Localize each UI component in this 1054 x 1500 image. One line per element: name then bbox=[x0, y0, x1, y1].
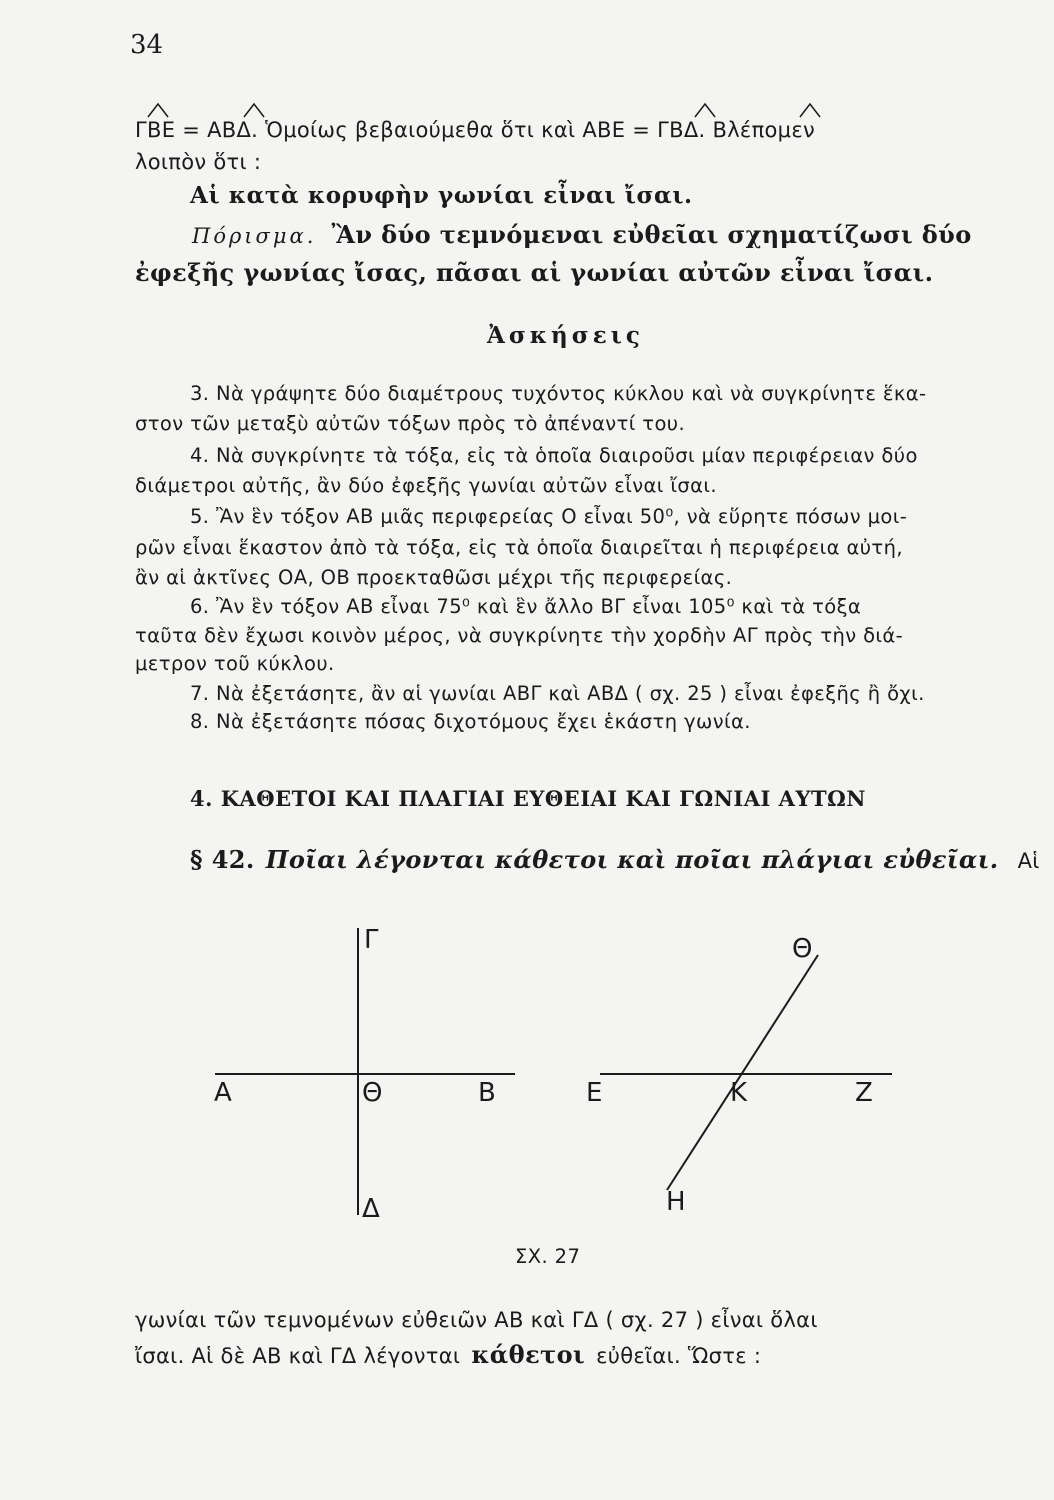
label-zeta: Ζ bbox=[855, 1078, 873, 1108]
porisma-label: Πόρισμα. bbox=[192, 224, 317, 248]
exercise-line: 8. Νὰ ἐξετάσητε πόσας διχοτόμους ἔχει ἑκάστη γωνία. bbox=[190, 710, 751, 733]
closing-part-2: εὐθεῖαι. Ὥστε : bbox=[596, 1344, 762, 1368]
paragraph-number: § 42. bbox=[190, 845, 255, 874]
closing-part-1: ἴσαι. Αἱ δὲ ΑΒ καὶ ΓΔ λέγονται bbox=[135, 1344, 461, 1368]
section-heading: 4. ΚΑΘΕΤΟΙ ΚΑΙ ΠΛΑΓΙΑΙ ΕΥΘΕΙΑΙ ΚΑΙ ΓΩΝΙΑΙ ΑΥΤΩΝ bbox=[190, 786, 866, 811]
exercise-line: 7. Νὰ ἐξετάσητε, ἂν αἱ γωνίαι ΑΒΓ καὶ ΑΒΔ ( σχ. 25 ) εἶναι ἐφεξῆς ἢ ὄχι. bbox=[190, 682, 925, 705]
text-line bbox=[135, 1340, 761, 1369]
exercise-line: 5. Ἂν ἓν τόξον ΑΒ μιᾶς περιφερείας Ο εἶναι 50⁰, νὰ εὕρητε πόσων μοι- bbox=[190, 505, 908, 528]
page-number: 34 bbox=[130, 30, 164, 60]
exercise-line: διάμετροι αὐτῆς, ἂν δύο ἐφεξῆς γωνίαι αὐτῶν εἶναι ἴσαι. bbox=[135, 474, 717, 497]
text-line: γωνίαι τῶν τεμνομένων εὐθειῶν ΑΒ καὶ ΓΔ ( σχ. 27 ) εἶναι ὅλαι bbox=[135, 1308, 818, 1332]
porisma-text-2: ἐφεξῆς γωνίας ἴσας, πᾶσαι αἱ γωνίαι αὐτῶν εἶναι ἴσαι. bbox=[135, 258, 934, 287]
exercise-line: 3. Νὰ γράψητε δύο διαμέτρους τυχόντος κύκλου καὶ νὰ συγκρίνητε ἕκα- bbox=[190, 382, 927, 405]
label-theta: Θ bbox=[362, 1078, 383, 1108]
exercises-title: Ἀσκήσεις bbox=[487, 322, 644, 349]
label-eta: Η bbox=[666, 1187, 686, 1217]
label-kappa: Κ bbox=[730, 1078, 748, 1108]
text-line: ΓΒΕ = ΑΒΔ. Ὁμοίως βεβαιούμεθα ὅτι καὶ ΑΒΕ = ΓΒΔ. Βλέπομεν bbox=[135, 118, 816, 142]
label-alpha: Α bbox=[214, 1078, 232, 1108]
label-epsilon: Ε bbox=[586, 1078, 603, 1108]
theorem-statement: Αἱ κατὰ κορυφὴν γωνίαι εἶναι ἴσαι. bbox=[190, 182, 693, 209]
label-beta: Β bbox=[478, 1078, 496, 1108]
exercise-line: 6. Ἂν ἓν τόξον ΑΒ εἶναι 75⁰ καὶ ἓν ἄλλο ΒΓ εἶναι 105⁰ καὶ τὰ τόξα bbox=[190, 595, 862, 618]
paragraph-title: Ποῖαι λέγονται κάθετοι καὶ ποῖαι πλάγιαι εὐθεῖαι. bbox=[265, 845, 999, 874]
label-delta: Δ bbox=[362, 1194, 380, 1224]
exercise-line: ἂν αἱ ἀκτῖνες ΟΑ, ΟΒ προεκταθῶσι μέχρι τῆς περιφερείας. bbox=[135, 566, 733, 589]
porisma-text: Ἂν δύο τεμνόμεναι εὐθεῖαι σχηματίζωσι δύο bbox=[331, 220, 972, 249]
figure-caption: ΣΧ. 27 bbox=[515, 1245, 581, 1268]
exercise-line: ρῶν εἶναι ἕκαστον ἀπὸ τὰ τόξα, εἰς τὰ ὁποῖα διαιρεῖται ἡ περιφέρεια αὐτή, bbox=[135, 536, 903, 559]
exercise-line: στον τῶν μεταξὺ αὐτῶν τόξων πρὸς τὸ ἀπέναντί του. bbox=[135, 412, 686, 435]
exercise-line: μετρον τοῦ κύκλου. bbox=[135, 652, 335, 675]
exercise-line: ταῦτα δὲν ἔχωσι κοινὸν μέρος, νὰ συγκρίνητε τὴν χορδὴν ΑΓ πρὸς τὴν διά- bbox=[135, 624, 904, 647]
text-line: λοιπὸν ὅτι : bbox=[135, 150, 262, 174]
paragraph-tail: Αἱ bbox=[1017, 849, 1040, 873]
line-theta-h bbox=[667, 955, 818, 1190]
closing-keyword: κάθετοι bbox=[471, 1340, 586, 1369]
label-theta-2: Θ bbox=[792, 934, 813, 964]
label-gamma: Γ bbox=[364, 925, 379, 955]
exercise-line: 4. Νὰ συγκρίνητε τὰ τόξα, εἰς τὰ ὁποῖα διαιροῦσι μίαν περιφέρειαν δύο bbox=[190, 444, 918, 467]
